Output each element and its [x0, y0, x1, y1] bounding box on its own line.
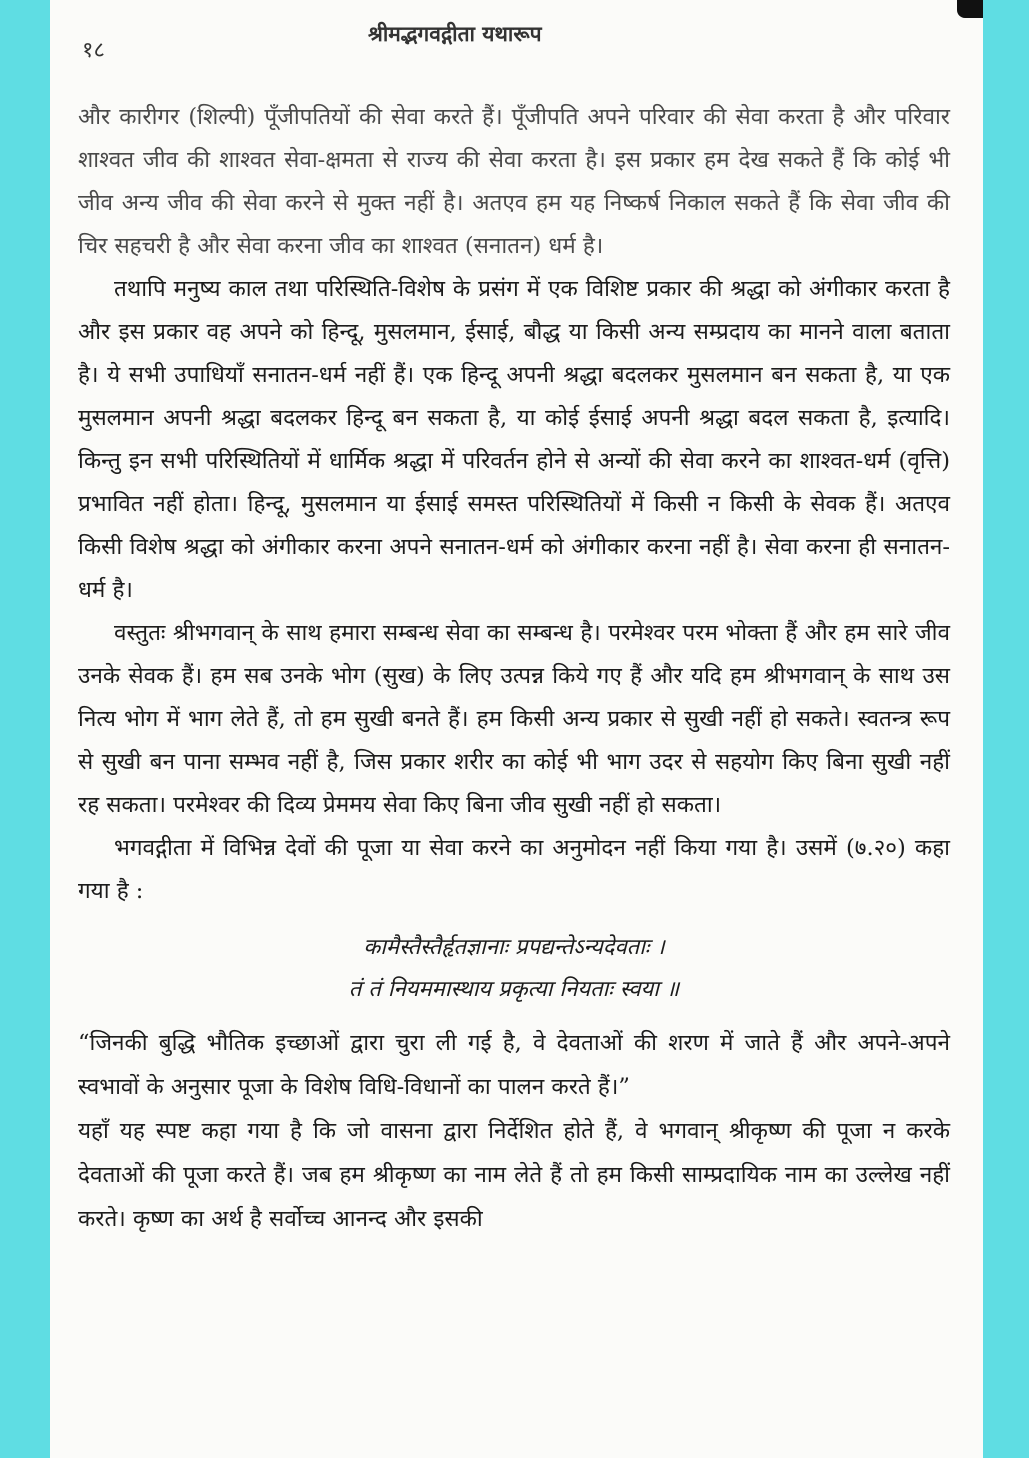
verse-translation: “जिनकी बुद्धि भौतिक इच्छाओं द्वारा चुरा ली गई है, वे देवताओं की शरण में जाते हैं और अपने-अपने स्वभावों के अनुसार पूजा के विशेष विधि-विधानों का पालन करते हैं।”	[78, 1030, 950, 1100]
scan-corner-mark	[957, 0, 983, 18]
running-title: श्रीमद्भगवद्गीता यथारूप	[368, 21, 542, 46]
paragraph-2: तथापि मनुष्य काल तथा परिस्थिति-विशेष के प्रसंग में एक विशिष्ट प्रकार की श्रद्धा को अंगीकार करता है और इस प्रकार वह अपने को हिन्दू, मुसलमान, ईसाई, बौद्ध या किसी अन्य सम्प्रदाय का मानने वाला बताता है। ये सभी उपाधियाँ सनातन-धर्म नहीं हैं। एक हिन्दू अपनी श्रद्धा बदलकर मुसलमान बन सकता है, या एक मुसलमान अपनी श्रद्धा बदलकर हिन्दू बन सकता है, या कोई ईसाई अपनी श्रद्धा बदल सकता है, इत्यादि। किन्तु इन सभी परिस्थितियों में धार्मिक श्रद्धा में परिवर्तन होने से अन्यों की सेवा करने का शाश्वत-धर्म (वृत्ति) प्रभावित नहीं होता। हिन्दू, मुसलमान या ईसाई समस्त परिस्थितियों में किसी न किसी के सेवक हैं। अतएव किसी विशेष श्रद्धा को अंगीकार करना अपने सनातन-धर्म को अंगीकार करना नहीं है। सेवा करना ही सनातन-धर्म है।	[78, 276, 950, 603]
sanskrit-verse	[78, 927, 950, 1011]
book-page	[50, 0, 983, 1458]
page-body	[78, 96, 950, 1241]
verse-line-1: कामैस्तैस्तैर्हृतज्ञानाः प्रपद्यन्तेऽन्यदेवताः ।	[363, 935, 665, 960]
verse-line-2: तं तं नियममास्थाय प्रकृत्या नियताः स्वया ॥	[348, 977, 680, 1002]
paragraph-3: वस्तुतः श्रीभगवान् के साथ हमारा सम्बन्ध सेवा का सम्बन्ध है। परमेश्वर परम भोक्ता हैं और हम सारे जीव उनके सेवक हैं। हम सब उनके भोग (सुख) के लिए उत्पन्न किये गए हैं और यदि हम श्रीभगवान् के साथ उस नित्य भोग में भाग लेते हैं, तो हम सुखी बनते हैं। हम किसी अन्य प्रकार से सुखी नहीं हो सकते। स्वतन्त्र रूप से सुखी बन पाना सम्भव नहीं है, जिस प्रकार शरीर का कोई भी भाग उदर से सहयोग किए बिना सुखी नहीं रह सकता। परमेश्वर की दिव्य प्रेममय सेवा किए बिना जीव सुखी नहीं हो सकता।	[78, 620, 950, 818]
paragraph-5: यहाँ यह स्पष्ट कहा गया है कि जो वासना द्वारा निर्देशित होते हैं, वे भगवान् श्रीकृष्ण की पूजा न करके देवताओं की पूजा करते हैं। जब हम श्रीकृष्ण का नाम लेते हैं तो हम किसी साम्प्रदायिक नाम का उल्लेख नहीं करते। कृष्ण का अर्थ है सर्वोच्च आनन्द और इसकी	[78, 1118, 950, 1232]
page-header	[50, 20, 983, 64]
page-number: १८	[82, 38, 105, 63]
paragraph-1: और कारीगर (शिल्पी) पूँजीपतियों की सेवा करते हैं। पूँजीपति अपने परिवार की सेवा करता है और परिवार शाश्वत जीव की शाश्वत सेवा-क्षमता से राज्य की सेवा करता है। इस प्रकार हम देख सकते हैं कि कोई भी जीव अन्य जीव की सेवा करने से मुक्त नहीं है। अतएव हम यह निष्कर्ष निकाल सकते हैं कि सेवा जीव की चिर सहचरी है और सेवा करना जीव का शाश्वत (सनातन) धर्म है।	[78, 104, 950, 259]
paragraph-4: भगवद्गीता में विभिन्न देवों की पूजा या सेवा करने का अनुमोदन नहीं किया गया है। उसमें (७.२०) कहा गया है :	[78, 835, 950, 904]
